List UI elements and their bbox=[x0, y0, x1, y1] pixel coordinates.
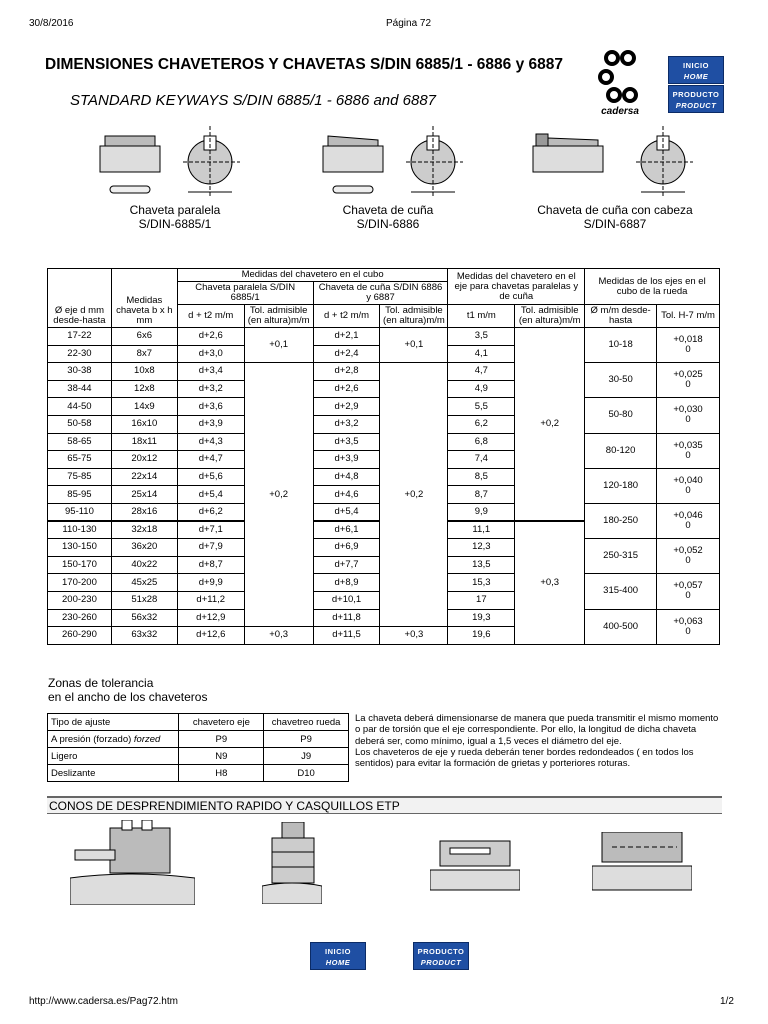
key-note bbox=[355, 713, 720, 769]
header-medidas: Medidas chaveta b x h mm bbox=[111, 269, 177, 328]
cell-h7 bbox=[657, 468, 720, 503]
header-diam-mm: Ø m/m desde-hasta bbox=[585, 305, 657, 328]
h7-tol: +0,046 bbox=[673, 510, 703, 522]
cell-dt2-paralela: d+3,4 bbox=[177, 363, 244, 381]
cell-dt2-paralela: d+9,9 bbox=[177, 574, 244, 592]
caption-line: Chaveta de cuña bbox=[342, 203, 434, 217]
tipo-italic: forzed bbox=[133, 733, 161, 745]
h7-zero: 0 bbox=[685, 344, 691, 356]
tol-header: chavetero eje bbox=[179, 714, 264, 731]
cell-t1: 8,7 bbox=[448, 486, 515, 504]
tol-tipo: Ligero bbox=[48, 748, 179, 765]
cell-dt2-cuna: d+3,5 bbox=[313, 433, 380, 451]
h7-tol: +0,030 bbox=[673, 404, 703, 416]
cell-medidas: 63x32 bbox=[111, 627, 177, 645]
cell-dt2-paralela: d+11,2 bbox=[177, 591, 244, 609]
tol-eje: H8 bbox=[179, 765, 264, 782]
cell-t1: 4,7 bbox=[448, 363, 515, 381]
cell-t1: 19,6 bbox=[448, 627, 515, 645]
gib-head-key-drawing bbox=[528, 126, 698, 202]
cell-eje-range: 10-18 bbox=[585, 328, 657, 363]
taper-key-drawing bbox=[318, 126, 468, 202]
cell-dt2-paralela: d+7,1 bbox=[177, 521, 244, 539]
cell-medidas: 56x32 bbox=[111, 609, 177, 627]
cell-tol-eje: +0,2 bbox=[515, 328, 585, 522]
h7-zero: 0 bbox=[685, 590, 691, 602]
cell-h7 bbox=[657, 574, 720, 609]
cell-eje-range: 180-250 bbox=[585, 503, 657, 538]
cell-dt2-cuna: d+10,1 bbox=[313, 591, 380, 609]
zonas-line: en el ancho de los chaveteros bbox=[48, 690, 208, 704]
header-tol: Tol. admisible (en altura)m/m bbox=[515, 305, 585, 328]
tolerance-table bbox=[47, 713, 349, 782]
cell-eje-range: 250-315 bbox=[585, 539, 657, 574]
cell-tol-paralela: +0,3 bbox=[244, 627, 313, 645]
header-diametro: Ø eje d mm desde-hasta bbox=[48, 269, 112, 328]
tol-header: Tipo de ajuste bbox=[48, 714, 179, 731]
cell-t1: 8,5 bbox=[448, 468, 515, 486]
conos-section-title: CONOS DE DESPRENDIMIENTO RAPIDO Y CASQUILLOS ETP bbox=[47, 796, 722, 814]
cell-medidas: 16x10 bbox=[111, 415, 177, 433]
h7-zero: 0 bbox=[685, 484, 691, 496]
h7-tol: +0,063 bbox=[673, 615, 703, 627]
cell-medidas: 51x28 bbox=[111, 591, 177, 609]
cell-dt2-paralela: d+5,6 bbox=[177, 468, 244, 486]
producto-label: PRODUCTO bbox=[417, 947, 465, 956]
cell-dt2-paralela: d+12,6 bbox=[177, 627, 244, 645]
inicio-label: INICIO bbox=[683, 61, 709, 70]
tol-rueda: J9 bbox=[264, 748, 349, 765]
cell-dt2-cuna: d+2,4 bbox=[313, 345, 380, 363]
cell-tol-cuna: +0,2 bbox=[380, 363, 448, 627]
zonas-line: Zonas de tolerancia bbox=[48, 676, 154, 690]
cell-dt2-paralela: d+3,0 bbox=[177, 345, 244, 363]
cell-diametro: 200-230 bbox=[48, 591, 112, 609]
cell-dt2-paralela: d+3,2 bbox=[177, 380, 244, 398]
cell-dt2-cuna: d+8,9 bbox=[313, 574, 380, 592]
header-paralela: Chaveta paralela S/DIN 6885/1 bbox=[177, 282, 313, 305]
cell-dt2-paralela: d+5,4 bbox=[177, 486, 244, 504]
cell-tol-paralela: +0,2 bbox=[244, 363, 313, 627]
page-title: DIMENSIONES CHAVETEROS Y CHAVETAS S/DIN 6885/1 - 6886 y 6887 bbox=[45, 56, 564, 73]
print-page-count: 1/2 bbox=[720, 996, 734, 1007]
cell-medidas: 14x9 bbox=[111, 398, 177, 416]
logo-text: cadersa bbox=[601, 106, 639, 117]
cell-eje-range: 80-120 bbox=[585, 433, 657, 468]
home-label: HOME bbox=[325, 958, 351, 967]
tol-header: chavetreo rueda bbox=[264, 714, 349, 731]
cell-diametro: 85-95 bbox=[48, 486, 112, 504]
cell-medidas: 28x16 bbox=[111, 503, 177, 521]
cell-t1: 5,5 bbox=[448, 398, 515, 416]
caption-line: Chaveta de cuña con cabeza bbox=[537, 203, 693, 217]
cell-diametro: 75-85 bbox=[48, 468, 112, 486]
taper-bush-drawing-2 bbox=[262, 822, 322, 904]
cell-dt2-cuna: d+2,8 bbox=[313, 363, 380, 381]
cell-dt2-cuna: d+3,9 bbox=[313, 451, 380, 469]
cell-dt2-paralela: d+3,6 bbox=[177, 398, 244, 416]
etp-bush-drawing-2 bbox=[592, 832, 692, 894]
cell-medidas: 10x8 bbox=[111, 363, 177, 381]
cell-dt2-paralela: d+4,3 bbox=[177, 433, 244, 451]
header-tol: Tol. admisible (en altura)m/m bbox=[380, 305, 448, 328]
tol-row bbox=[48, 765, 349, 782]
h7-tol: +0,052 bbox=[673, 545, 703, 557]
zonas-tolerancia-title bbox=[48, 676, 207, 704]
cell-t1: 15,3 bbox=[448, 574, 515, 592]
cell-t1: 6,2 bbox=[448, 415, 515, 433]
cell-dt2-cuna: d+5,4 bbox=[313, 503, 380, 521]
chain-logo-icon bbox=[590, 48, 650, 106]
cell-t1: 12,3 bbox=[448, 539, 515, 557]
tol-tipo: Deslizante bbox=[48, 765, 179, 782]
cell-dt2-paralela: d+2,6 bbox=[177, 328, 244, 346]
print-date: 30/8/2016 bbox=[29, 18, 74, 29]
cell-h7 bbox=[657, 363, 720, 398]
h7-tol: +0,018 bbox=[673, 334, 703, 346]
caption-line: S/DIN-6887 bbox=[583, 217, 647, 231]
cell-medidas: 8x7 bbox=[111, 345, 177, 363]
caption-line: Chaveta paralela bbox=[129, 203, 221, 217]
cell-medidas: 40x22 bbox=[111, 556, 177, 574]
cell-diametro: 58-65 bbox=[48, 433, 112, 451]
tol-rueda: P9 bbox=[264, 731, 349, 748]
cell-diametro: 130-150 bbox=[48, 539, 112, 557]
cell-dt2-paralela: d+6,2 bbox=[177, 503, 244, 521]
cell-eje-range: 50-80 bbox=[585, 398, 657, 433]
note-paragraph: La chaveta deberá dimensionarse de manera que pueda transmitir el mismo momento o par de torsión que el eje correspondiente. Por ello, la longitud de dicha chaveta deberá ser, como mínimo, igual a 1,5 veces el diámetro del eje. bbox=[355, 713, 719, 747]
cell-medidas: 12x8 bbox=[111, 380, 177, 398]
cell-diametro: 17-22 bbox=[48, 328, 112, 346]
etp-bush-drawing-1 bbox=[430, 836, 520, 896]
cell-dt2-paralela: d+8,7 bbox=[177, 556, 244, 574]
inicio-label: INICIO bbox=[325, 947, 351, 956]
product-label: PRODUCT bbox=[675, 101, 717, 110]
cell-medidas: 45x25 bbox=[111, 574, 177, 592]
cell-dt2-paralela: d+12,9 bbox=[177, 609, 244, 627]
h7-zero: 0 bbox=[685, 555, 691, 567]
parallel-key-drawing bbox=[95, 126, 245, 202]
h7-zero: 0 bbox=[685, 449, 691, 461]
page-subtitle: STANDARD KEYWAYS S/DIN 6885/1 - 6886 and 6887 bbox=[70, 92, 437, 109]
table-row bbox=[48, 363, 720, 381]
cell-dt2-paralela: d+3,9 bbox=[177, 415, 244, 433]
cell-h7 bbox=[657, 433, 720, 468]
cell-medidas: 22x14 bbox=[111, 468, 177, 486]
cell-dt2-cuna: d+11,8 bbox=[313, 609, 380, 627]
cell-t1: 11,1 bbox=[448, 521, 515, 539]
tol-eje: P9 bbox=[179, 731, 264, 748]
note-paragraph: Los chaveteros de eje y rueda deberán tener bordes redondeados ( en todos los sentidos) para evitar la formación de grietas y porteriores roturas. bbox=[355, 746, 694, 770]
print-page: Página 72 bbox=[386, 18, 432, 29]
cell-dt2-cuna: d+2,9 bbox=[313, 398, 380, 416]
cadersa-logo[interactable] bbox=[590, 48, 650, 120]
tol-eje: N9 bbox=[179, 748, 264, 765]
cell-h7 bbox=[657, 503, 720, 538]
cell-t1: 19,3 bbox=[448, 609, 515, 627]
cell-diametro: 30-38 bbox=[48, 363, 112, 381]
tol-tipo bbox=[48, 731, 179, 748]
producto-button[interactable] bbox=[668, 85, 724, 113]
producto-label: PRODUCTO bbox=[672, 90, 720, 99]
h7-tol: +0,057 bbox=[673, 580, 703, 592]
header-cuna: Chaveta de cuña S/DIN 6886 y 6887 bbox=[313, 282, 448, 305]
cell-dt2-cuna: d+4,8 bbox=[313, 468, 380, 486]
header-cubo: Medidas del chavetero en el cubo bbox=[177, 269, 448, 282]
cell-eje-range: 120-180 bbox=[585, 468, 657, 503]
cell-tol-cuna: +0,3 bbox=[380, 627, 448, 645]
h7-tol: +0,035 bbox=[673, 439, 703, 451]
cell-t1: 4,1 bbox=[448, 345, 515, 363]
header-t1: t1 m/m bbox=[448, 305, 515, 328]
cell-diametro: 38-44 bbox=[48, 380, 112, 398]
tol-row bbox=[48, 731, 349, 748]
tol-row bbox=[48, 748, 349, 765]
cell-medidas: 6x6 bbox=[111, 328, 177, 346]
cell-h7 bbox=[657, 539, 720, 574]
cell-diametro: 260-290 bbox=[48, 627, 112, 645]
taper-bush-drawing-1 bbox=[70, 820, 195, 905]
header-ejes-cubo: Medidas de los ejes en el cubo de la rueda bbox=[585, 269, 720, 305]
cell-medidas: 36x20 bbox=[111, 539, 177, 557]
cell-medidas: 20x12 bbox=[111, 451, 177, 469]
producto-button-bottom[interactable] bbox=[413, 942, 469, 970]
cell-t1: 17 bbox=[448, 591, 515, 609]
cell-diametro: 170-200 bbox=[48, 574, 112, 592]
tipo-text: A presión (forzado) bbox=[51, 733, 132, 745]
drawing-caption-gib-head bbox=[520, 203, 710, 231]
cell-diametro: 22-30 bbox=[48, 345, 112, 363]
cell-tol-paralela: +0,1 bbox=[244, 328, 313, 363]
cell-diametro: 44-50 bbox=[48, 398, 112, 416]
cell-t1: 6,8 bbox=[448, 433, 515, 451]
cell-eje-range: 30-50 bbox=[585, 363, 657, 398]
cell-medidas: 18x11 bbox=[111, 433, 177, 451]
caption-line: S/DIN-6885/1 bbox=[138, 217, 212, 231]
header-dt2: d + t2 m/m bbox=[313, 305, 380, 328]
cell-diametro: 95-110 bbox=[48, 503, 112, 521]
cell-diametro: 230-260 bbox=[48, 609, 112, 627]
caption-line: S/DIN-6886 bbox=[356, 217, 420, 231]
h7-zero: 0 bbox=[685, 625, 691, 637]
cell-diametro: 50-58 bbox=[48, 415, 112, 433]
header-dt2: d + t2 m/m bbox=[177, 305, 244, 328]
print-url[interactable]: http://www.cadersa.es/Pag72.htm bbox=[29, 996, 178, 1007]
inicio-button[interactable] bbox=[668, 56, 724, 84]
cell-dt2-cuna: d+7,7 bbox=[313, 556, 380, 574]
h7-zero: 0 bbox=[685, 379, 691, 391]
h7-zero: 0 bbox=[685, 520, 691, 532]
cell-eje-range: 315-400 bbox=[585, 574, 657, 609]
drawing-caption-taper bbox=[313, 203, 463, 231]
cell-t1: 4,9 bbox=[448, 380, 515, 398]
cell-h7 bbox=[657, 609, 720, 644]
table-row bbox=[48, 328, 720, 346]
home-label: HOME bbox=[683, 72, 709, 81]
cell-h7 bbox=[657, 398, 720, 433]
cell-dt2-paralela: d+7,9 bbox=[177, 539, 244, 557]
h7-tol: +0,025 bbox=[673, 369, 703, 381]
tol-rueda: D10 bbox=[264, 765, 349, 782]
h7-tol: +0,040 bbox=[673, 474, 703, 486]
cell-dt2-cuna: d+6,9 bbox=[313, 539, 380, 557]
cell-medidas: 32x18 bbox=[111, 521, 177, 539]
cell-dt2-cuna: d+11,5 bbox=[313, 627, 380, 645]
cell-h7 bbox=[657, 328, 720, 363]
cell-medidas: 25x14 bbox=[111, 486, 177, 504]
inicio-button-bottom[interactable] bbox=[310, 942, 366, 970]
cell-diametro: 110-130 bbox=[48, 521, 112, 539]
cell-dt2-cuna: d+4,6 bbox=[313, 486, 380, 504]
cell-dt2-paralela: d+4,7 bbox=[177, 451, 244, 469]
cell-t1: 13,5 bbox=[448, 556, 515, 574]
cell-diametro: 65-75 bbox=[48, 451, 112, 469]
cell-t1: 7,4 bbox=[448, 451, 515, 469]
keyway-dimensions-table bbox=[47, 268, 720, 645]
cell-tol-eje: +0,3 bbox=[515, 521, 585, 644]
cell-t1: 3,5 bbox=[448, 328, 515, 346]
cell-eje-range: 400-500 bbox=[585, 609, 657, 644]
cell-t1: 9,9 bbox=[448, 503, 515, 521]
h7-zero: 0 bbox=[685, 414, 691, 426]
header-h7: Tol. H-7 m/m bbox=[657, 305, 720, 328]
product-label: PRODUCT bbox=[420, 958, 462, 967]
cell-dt2-cuna: d+2,1 bbox=[313, 328, 380, 346]
drawing-caption-parallel bbox=[100, 203, 250, 231]
header-tol: Tol. admisible (en altura)m/m bbox=[244, 305, 313, 328]
header-eje: Medidas del chavetero en el eje para chavetas paralelas y de cuña bbox=[448, 269, 585, 305]
cell-dt2-cuna: d+3,2 bbox=[313, 415, 380, 433]
cell-dt2-cuna: d+2,6 bbox=[313, 380, 380, 398]
cell-diametro: 150-170 bbox=[48, 556, 112, 574]
cell-tol-cuna: +0,1 bbox=[380, 328, 448, 363]
cell-dt2-cuna: d+6,1 bbox=[313, 521, 380, 539]
